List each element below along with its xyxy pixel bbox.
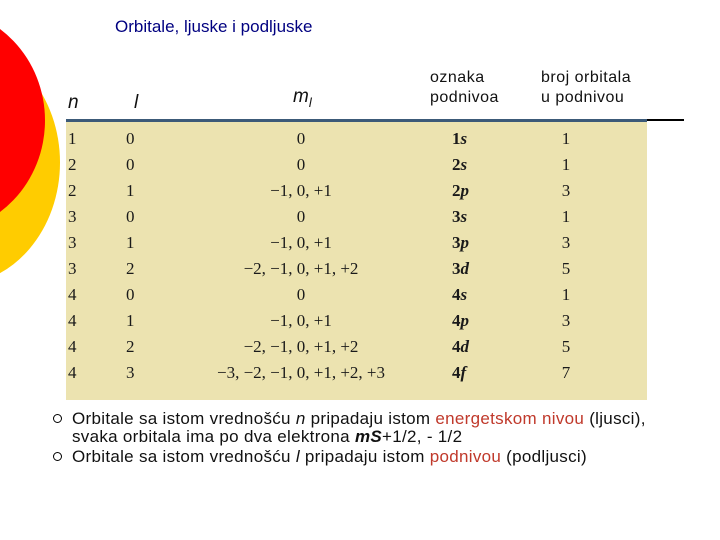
subshell-letter: s	[460, 285, 468, 304]
cell-l: 2	[126, 259, 135, 278]
table-row	[66, 282, 647, 308]
cell-n: 4	[68, 311, 77, 330]
subshell-letter: s	[460, 155, 468, 174]
bullet-1-text-a: Orbitale sa istom vrednošću	[72, 409, 296, 428]
table-row	[66, 178, 647, 204]
table-row	[66, 204, 647, 230]
cell-subshell	[436, 204, 502, 230]
header-subshell-label	[430, 68, 499, 108]
bullet-2-text-c: (podljusci)	[501, 447, 587, 466]
cell-ml: −2, −1, 0, +1, +2	[243, 259, 359, 278]
bullet-1-highlight: energetskom nivou	[435, 409, 585, 428]
subshell-letter: s	[460, 129, 468, 148]
bullet-2-symbol-l: l	[295, 447, 300, 466]
cell-l: 0	[126, 285, 135, 304]
header-rule-extension	[647, 119, 684, 121]
cell-n: 1	[68, 129, 77, 148]
cell-orbital-count: 7	[561, 363, 571, 382]
subshell-number: 3	[452, 259, 461, 278]
cell-subshell	[436, 178, 502, 204]
subshell-number: 3	[452, 233, 461, 252]
bullet-marker-icon	[53, 414, 62, 423]
cell-orbital-count: 3	[561, 233, 571, 252]
cell-orbital-count: 1	[561, 285, 571, 304]
subshell-letter: p	[460, 233, 469, 252]
subshell-number: 3	[452, 207, 461, 226]
cell-l: 3	[126, 363, 135, 382]
cell-n: 4	[68, 337, 77, 356]
bullet-1-symbol-n: n	[295, 409, 306, 428]
cell-orbital-count: 5	[561, 337, 571, 356]
cell-subshell	[436, 334, 502, 360]
subshell-number: 4	[452, 285, 461, 304]
header-count-line1: broj orbitala	[541, 69, 632, 86]
cell-ml: 0	[296, 285, 306, 304]
cell-subshell	[436, 256, 502, 282]
table-row	[66, 360, 647, 386]
subshell-number: 2	[452, 155, 461, 174]
table-row	[66, 308, 647, 334]
cell-ml: 0	[296, 155, 306, 174]
cell-subshell	[436, 230, 502, 256]
cell-subshell	[436, 360, 502, 386]
header-ml-main: m	[293, 86, 309, 107]
cell-n: 4	[68, 363, 77, 382]
cell-orbital-count: 3	[561, 311, 571, 330]
cell-ml: −1, 0, +1	[270, 233, 332, 252]
bullet-2-text-b: pripadaju istom	[299, 447, 430, 466]
cell-orbital-count: 3	[561, 181, 571, 200]
cell-l: 0	[126, 207, 135, 226]
subshell-letter: s	[460, 207, 468, 226]
cell-l: 1	[126, 311, 135, 330]
subshell-letter: d	[460, 259, 469, 278]
table-row	[66, 334, 647, 360]
cell-l: 1	[126, 181, 135, 200]
cell-ml: −1, 0, +1	[270, 181, 332, 200]
table-row	[66, 230, 647, 256]
header-count-line2: u podnivou	[541, 89, 625, 106]
cell-n: 2	[68, 181, 77, 200]
subshell-number: 4	[452, 311, 461, 330]
cell-n: 3	[68, 233, 77, 252]
cell-n: 3	[68, 207, 77, 226]
bullet-1-text-d: +1/2, - 1/2	[382, 427, 463, 446]
header-ml	[293, 86, 312, 110]
table-row	[66, 256, 647, 282]
slide-title: Orbitale, ljuske i podljuske	[115, 17, 313, 36]
table-row	[66, 152, 647, 178]
cell-ml: −1, 0, +1	[270, 311, 332, 330]
subshell-number: 1	[452, 129, 461, 148]
cell-l: 1	[126, 233, 135, 252]
cell-ml: 0	[296, 129, 306, 148]
cell-n: 3	[68, 259, 77, 278]
header-n: n	[68, 92, 79, 113]
cell-orbital-count: 5	[561, 259, 571, 278]
subshell-number: 2	[452, 181, 461, 200]
cell-n: 2	[68, 155, 77, 174]
bullet-1-symbol-ms: mS	[354, 427, 383, 446]
table-row	[66, 126, 647, 152]
cell-subshell	[436, 282, 502, 308]
bullet-item-1	[56, 410, 696, 446]
cell-subshell	[436, 126, 502, 152]
bullet-1-text-b: pripadaju istom	[305, 409, 436, 428]
bullet-item-2	[56, 448, 696, 466]
header-subshell-line2: podnivoa	[430, 89, 499, 106]
bullet-1-text-c: (ljusci), svaka orbitala ima po dva elektrona	[72, 409, 646, 446]
cell-l: 2	[126, 337, 135, 356]
cell-ml: −3, −2, −1, 0, +1, +2, +3	[216, 363, 386, 382]
subshell-letter: d	[460, 337, 469, 356]
bullet-2-text-a: Orbitale sa istom vrednošću	[72, 447, 296, 466]
subshell-letter: p	[460, 181, 469, 200]
cell-orbital-count: 1	[561, 155, 571, 174]
cell-n: 4	[68, 285, 77, 304]
subshell-letter: f	[460, 363, 467, 382]
header-orbital-count	[541, 68, 631, 108]
cell-l: 0	[126, 129, 135, 148]
header-ml-subscript: l	[308, 94, 312, 110]
cell-l: 0	[126, 155, 135, 174]
bullet-2-highlight: podnivou	[429, 447, 502, 466]
bullet-marker-icon	[53, 452, 62, 461]
cell-orbital-count: 1	[561, 129, 571, 148]
subshell-number: 4	[452, 363, 461, 382]
header-l: l	[134, 92, 139, 113]
cell-orbital-count: 1	[561, 207, 571, 226]
cell-ml: 0	[296, 207, 306, 226]
header-subshell-line1: oznaka	[430, 69, 485, 86]
cell-subshell	[436, 308, 502, 334]
bullet-list	[56, 410, 696, 466]
orbital-table	[66, 126, 647, 386]
cell-ml: −2, −1, 0, +1, +2	[243, 337, 359, 356]
subshell-letter: p	[460, 311, 469, 330]
subshell-number: 4	[452, 337, 461, 356]
cell-subshell	[436, 152, 502, 178]
